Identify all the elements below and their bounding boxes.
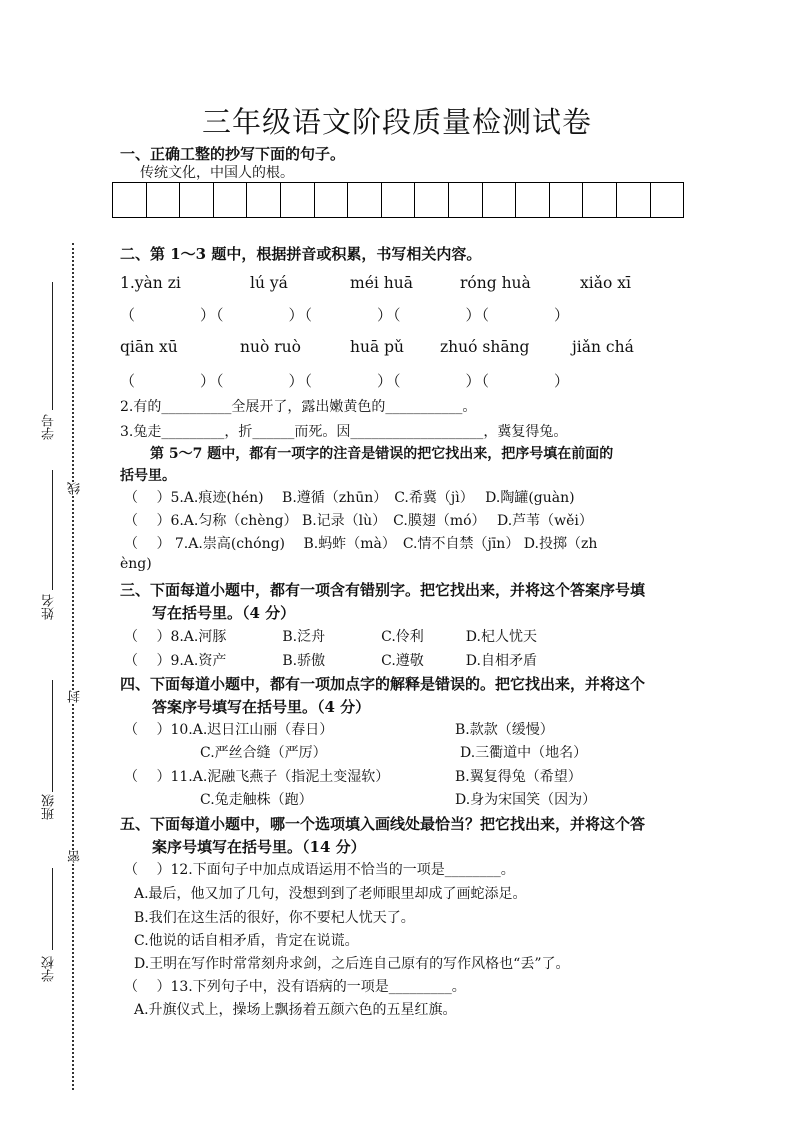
question-11-d: D.身为宋国笑（因为） [455,792,597,808]
page-title: 三年级语文阶段质量检测试卷 [201,105,592,139]
name-label: 姓名 [42,594,57,620]
grid-cell[interactable] [214,183,248,217]
section3-heading: 三、下面每道小题中，都有一项含有错别字。把它找出来，并将这个答案序号填 [120,581,646,599]
pinyin-4: róng huà [460,274,531,292]
pinyin-8: huā pǔ [350,338,405,356]
question-11-a: （ ）11.A.泥融飞燕子（指泥土变湿软） [124,769,390,785]
question-13-a: A.升旗仪式上，操场上飘扬着五颜六色的五星红旗。 [134,1002,457,1018]
section1-sentence: 传统文化，中国人的根。 [140,165,294,181]
grid-cell[interactable] [516,183,550,217]
pinyin-2: lú yá [250,274,288,292]
grid-cell[interactable] [180,183,214,217]
grid-cell[interactable] [113,183,147,217]
q5-7-intro-cont: 括号里。 [120,468,176,484]
section4-heading: 四、下面每道小题中，都有一项加点字的解释是错误的。把它找出来，并将这个 [120,675,646,693]
margin-mark-xian: 线 [68,482,83,495]
margin-mark-mi: 密 [68,850,83,863]
student-id-label: 学号 [42,414,57,440]
question-7-cont: èng) [120,556,152,572]
question-3: 3.兔走_________，折______而死。因___________________，冀复得兔。 [120,424,568,440]
school-underline[interactable] [52,868,53,950]
grid-cell[interactable] [382,183,416,217]
pinyin-10: jiǎn chá [572,338,634,356]
section2-heading: 二、第 1～3 题中，根据拼音或积累，书写相关内容。 [120,245,482,263]
question-11-b: B.翼复得兔（希望） [455,769,582,785]
question-9: （ ）9.A.资产 B.骄傲 C.遵敬 D.自相矛盾 [124,653,537,669]
question-12-c: C.他说的话自相矛盾，肯定在说谎。 [134,933,359,949]
question-10-a: （ ）10.A.迟日江山丽（春日） [124,722,334,738]
question-6: （ ）6.A.匀称（chèng） B.记录（lù） C.膜翅（mó） D.芦苇（wěi） [124,513,593,529]
section4-heading-cont: 答案序号填写在括号里。（4 分） [152,698,371,716]
binding-dotted-line [72,243,74,1090]
pinyin-1: 1.yàn zi [120,274,181,292]
grid-cell[interactable] [348,183,382,217]
grid-cell[interactable] [483,183,517,217]
grid-cell[interactable] [617,183,651,217]
pinyin-9: zhuó shāng [440,338,530,356]
question-12-d: D.王明在写作时常常刻舟求剑，之后连自己原有的写作风格也“丢”了。 [134,956,570,972]
pinyin-5: xiǎo xī [580,274,631,292]
question-12-b: B.我们在这生活的很好，你不要杞人忧天了。 [134,910,415,926]
question-2: 2.有的__________全展开了，露出嫩黄色的___________。 [120,399,477,415]
class-label: 班级 [42,794,57,820]
answer-brackets-row1[interactable]: （ ）（ ）（ ）（ ）（ ） [120,306,571,324]
margin-mark-feng: 封 [68,690,83,703]
grid-cell[interactable] [550,183,584,217]
section3-heading-cont: 写在括号里。（4 分） [152,604,296,622]
grid-cell[interactable] [583,183,617,217]
class-underline[interactable] [52,680,53,792]
section5-heading-cont: 案序号填写在括号里。（14 分） [152,838,366,856]
grid-cell[interactable] [147,183,181,217]
question-5: （ ）5.A.痕迹(hén) B.遵循（zhūn） C.希冀（jì） D.陶罐(guàn) [124,490,575,506]
school-label: 学校 [42,956,57,982]
question-10-d: D.三衢道中（地名） [460,745,588,761]
grid-cell[interactable] [651,183,684,217]
pinyin-7: nuò ruò [240,338,301,356]
grid-cell[interactable] [281,183,315,217]
pinyin-3: méi huā [350,274,413,292]
question-8: （ ）8.A.河豚 B.泛舟 C.伶利 D.杞人忧天 [124,629,537,645]
writing-grid[interactable] [112,182,684,218]
question-13: （ ）13.下列句子中，没有语病的一项是_________。 [124,979,466,995]
pinyin-6: qiān xū [120,338,178,356]
question-12-a: A.最后，他又加了几句，没想到到了老师眼里却成了画蛇添足。 [134,886,527,902]
question-11-c: C.兔走触株（跑） [200,792,313,808]
question-7: （ ） 7.A.崇高(chóng) B.蚂蚱（mà） C.情不自禁（jīn） D.投掷（zh [124,536,598,552]
question-12: （ ）12.下面句子中加点成语运用不恰当的一项是________。 [124,862,515,878]
section1-heading: 一、正确工整的抄写下面的句子。 [120,145,346,163]
grid-cell[interactable] [315,183,349,217]
question-10-b: B.款款（缓慢） [455,722,554,738]
question-10-c: C.严丝合缝（严厉） [200,745,327,761]
grid-cell[interactable] [247,183,281,217]
grid-cell[interactable] [415,183,449,217]
grid-cell[interactable] [449,183,483,217]
section5-heading: 五、下面每道小题中，哪一个选项填入画线处最恰当？把它找出来，并将这个答 [120,815,646,833]
name-underline[interactable] [52,470,53,590]
answer-brackets-row2[interactable]: （ ）（ ）（ ）（ ）（ ） [120,372,571,390]
q5-7-intro: 第 5～7 题中，都有一项字的注音是错误的把它找出来，把序号填在前面的 [150,446,614,462]
student-id-underline[interactable] [52,282,53,410]
